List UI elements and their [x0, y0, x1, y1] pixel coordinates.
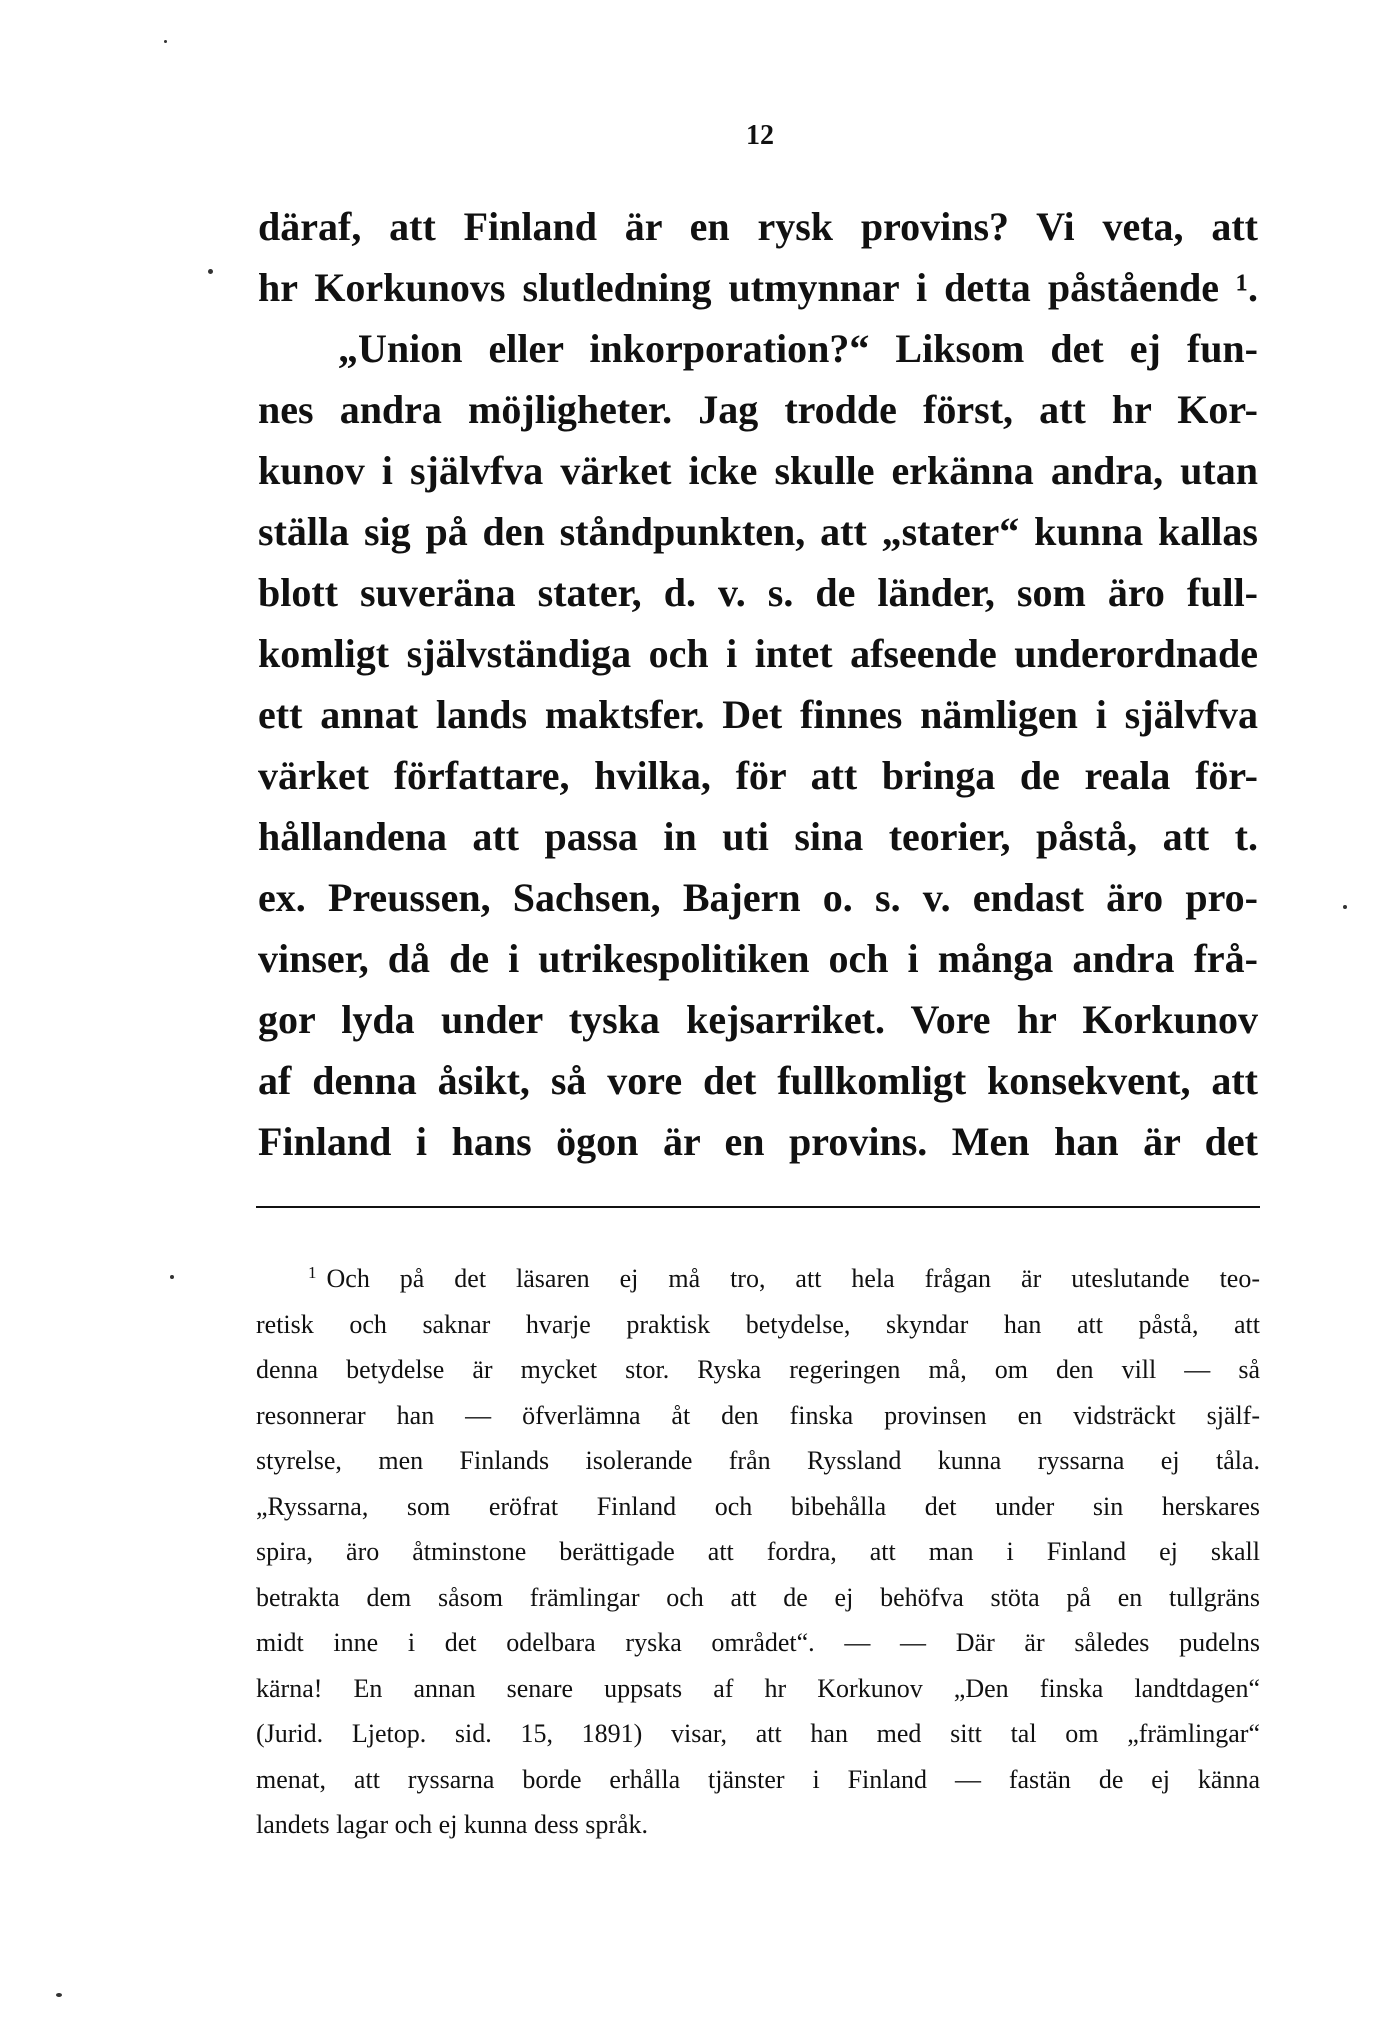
footnote-line-text: Och på det läsaren ej må tro, att hela frågan är uteslutande teo- — [326, 1264, 1260, 1293]
footnote-line: spira, äro åtminstone berättigade att fordra, att man i Finland ej skall — [256, 1537, 1260, 1566]
text-line: däraf, att Finland är en rysk provins? Vi veta, att — [258, 204, 1258, 249]
footnote-marker: 1 — [308, 1263, 317, 1282]
footnote-line: denna betydelse är mycket stor. Ryska regeringen må, om den vill — så — [256, 1355, 1260, 1384]
footnote-line: menat, att ryssarna borde erhålla tjänster i Finland — fastän de ej känna — [256, 1764, 1260, 1794]
scan-speck — [56, 1993, 62, 1997]
text-line: hr Korkunovs slutledning utmynnar i detta påstående ¹. — [258, 265, 1258, 310]
text-line: ett annat lands maktsfer. Det finnes nämligen i självfva — [258, 692, 1258, 737]
footnote-line: landets lagar och ej kunna dess språk. — [256, 1810, 649, 1839]
scan-speck — [1343, 905, 1347, 909]
text-line: af denna åsikt, så vore det fullkomligt konsekvent, att — [258, 1058, 1258, 1103]
text-line: kunov i självfva värket icke skulle erkänna andra, utan — [258, 448, 1258, 493]
footnote-line: retisk och saknar hvarje praktisk betydelse, skyndar han att påstå, att — [256, 1309, 1260, 1339]
text-line: vinser, då de i utrikespolitiken och i många andra frå- — [258, 936, 1258, 981]
footnote-line: styrelse, men Finlands isolerande från Ryssland kunna ryssarna ej tåla. — [256, 1446, 1260, 1475]
footnote-line: (Jurid. Ljetop. sid. 15, 1891) visar, att han med sitt tal om „främlingar“ — [256, 1719, 1260, 1748]
text-line: ställa sig på den ståndpunkten, att „stater“ kunna kallas — [258, 509, 1258, 554]
text-line: ex. Preussen, Sachsen, Bajern o. s. v. endast äro pro- — [258, 875, 1258, 920]
text-line: „Union eller inkorporation?“ Liksom det ej fun- — [338, 326, 1258, 371]
footnote-line: resonnerar han — öfverlämna åt den finska provinsen en vidsträckt själf- — [256, 1400, 1260, 1430]
footnote-line: „Ryssarna, som eröfrat Finland och bibehålla det under sin herskares — [256, 1491, 1260, 1521]
scan-speck — [164, 40, 167, 43]
footnote-divider — [256, 1206, 1260, 1208]
footnote — [256, 1250, 1260, 1848]
text-line: nes andra möjligheter. Jag trodde först, att hr Kor- — [258, 387, 1258, 432]
scan-speck — [170, 1275, 174, 1279]
footnote-line: kärna! En annan senare uppsats af hr Korkunov „Den finska landtdagen“ — [256, 1673, 1260, 1703]
text-line: komligt självständiga och i intet afseende underordnade — [258, 631, 1258, 676]
text-line: gor lyda under tyska kejsarriket. Vore hr Korkunov — [258, 997, 1258, 1042]
text-line: Finland i hans ögon är en provins. Men han är det — [258, 1119, 1258, 1164]
text-line: värket författare, hvilka, för att bringa de reala för- — [258, 753, 1258, 798]
footnote-line — [256, 1250, 1260, 1302]
page-number: 12 — [746, 120, 774, 151]
footnote-line: betrakta dem såsom främlingar och att de ej behöfva stöta på en tullgräns — [256, 1582, 1260, 1612]
scan-speck — [208, 269, 213, 274]
text-line: blott suveräna stater, d. v. s. de länder, som äro full- — [258, 570, 1258, 615]
text-line: hållandena att passa in uti sina teorier, påstå, att t. — [258, 814, 1258, 859]
footnote-line: midt inne i det odelbara ryska området“. — — Där är således pudelns — [256, 1628, 1260, 1657]
main-text — [258, 196, 1258, 1172]
